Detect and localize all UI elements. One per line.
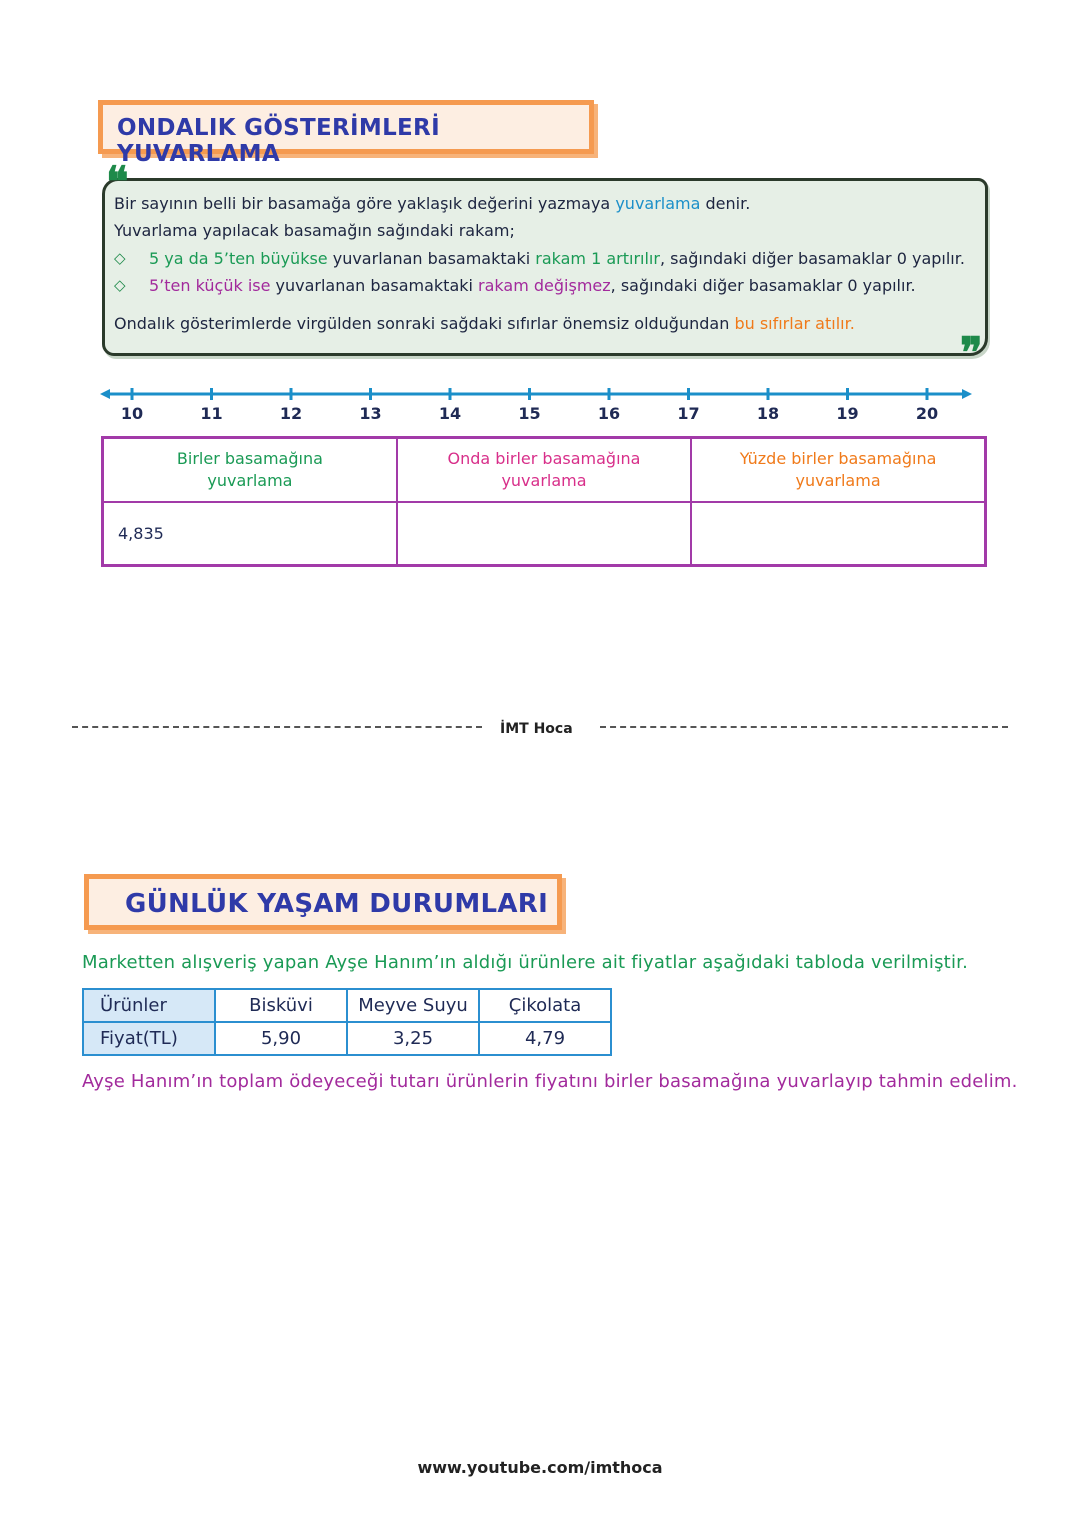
product-name: Meyve Suyu <box>347 989 479 1022</box>
diamond-bullet-icon: ◇ <box>114 276 126 294</box>
definition-text: Bir sayının belli bir basamağa göre yaklaşık değerini yazmaya <box>114 194 616 213</box>
number-line-tick-label: 19 <box>836 404 859 423</box>
note-emphasis: bu sıfırlar atılır. <box>734 314 855 333</box>
section-title-text: ONDALIK GÖSTERİMLERİ YUVARLAMA <box>117 115 440 167</box>
header-line: yuvarlama <box>795 470 881 490</box>
note-text: Ondalık gösterimlerde virgülden sonraki sağdaki sıfırlar önemsiz olduğundan <box>114 314 735 333</box>
number-line-tick-label: 10 <box>120 404 144 423</box>
rule-condition: 5’ten küçük ise <box>149 276 271 295</box>
number-line-tick-label: 18 <box>756 404 780 423</box>
cell-value: 4,835 <box>103 502 397 566</box>
dashed-divider <box>600 726 1008 728</box>
rule-text: yuvarlanan basamaktaki <box>327 249 536 268</box>
row-header: Ürünler <box>83 989 215 1022</box>
arrow-right-icon <box>962 389 972 399</box>
section-title-rounding <box>98 100 594 167</box>
rule-intro-line: Yuvarlama yapılacak basamağın sağındaki rakam; <box>114 221 515 240</box>
section-title-text: GÜNLÜK YAŞAM DURUMLARI <box>125 889 549 919</box>
answer-cell[interactable] <box>691 502 985 566</box>
rule-action: rakam 1 artırılır <box>535 249 660 268</box>
section-title-daily-life <box>84 874 562 930</box>
answer-cell[interactable] <box>397 502 691 566</box>
row-header: Fiyat(TL) <box>83 1022 215 1055</box>
definition-line <box>114 194 750 213</box>
rule-text: yuvarlanan basamaktaki <box>270 276 479 295</box>
header-tenths <box>397 438 691 502</box>
number-line-tick-label: 16 <box>597 404 621 423</box>
rule-action: rakam değişmez <box>478 276 611 295</box>
header-line: yuvarlama <box>501 470 587 490</box>
arrow-left-icon <box>100 389 110 399</box>
table-row <box>83 989 611 1022</box>
product-price: 5,90 <box>215 1022 347 1055</box>
quote-close-icon: ❞ <box>960 328 983 377</box>
quote-open-icon: ❝ <box>106 157 129 206</box>
dashed-divider <box>72 726 482 728</box>
table-row <box>103 502 986 566</box>
definition-text-end: denir. <box>700 194 751 213</box>
rule-round-down <box>149 276 916 295</box>
problem-question: Ayşe Hanım’ın toplam ödeyeceği tutarı ürünlerin fiyatını birler basamağına yuvarlayıp tahmin edelim. <box>82 1071 1018 1092</box>
rule-text-end: , sağındaki diğer basamaklar 0 yapılır. <box>610 276 916 295</box>
product-price: 4,79 <box>479 1022 611 1055</box>
footer-url: www.youtube.com/imthoca <box>417 1458 663 1477</box>
number-line-tick-label: 17 <box>677 404 700 423</box>
number-line <box>100 384 975 404</box>
product-name: Bisküvi <box>215 989 347 1022</box>
rounding-table <box>101 436 987 567</box>
header-line: Yüzde birler basamağına <box>739 448 937 468</box>
rule-condition: 5 ya da 5’ten büyükse <box>149 249 328 268</box>
header-line: Birler basamağına <box>176 448 323 468</box>
number-line-tick-label: 20 <box>915 404 939 423</box>
number-line-tick-label: 11 <box>200 404 223 423</box>
rule-round-up <box>149 249 965 268</box>
table-header-row <box>103 438 986 502</box>
rule-text-end: , sağındaki diğer basamaklar 0 yapılır. <box>659 249 965 268</box>
number-line-tick-label: 12 <box>279 404 303 423</box>
table-row <box>83 1022 611 1055</box>
header-line: Onda birler basamağına <box>447 448 641 468</box>
number-line-tick-label: 13 <box>359 404 382 423</box>
header-hundredths <box>691 438 985 502</box>
price-table <box>82 988 612 1056</box>
product-price: 3,25 <box>347 1022 479 1055</box>
definition-term: yuvarlama <box>615 194 701 213</box>
diamond-bullet-icon: ◇ <box>114 249 126 267</box>
problem-intro: Marketten alışveriş yapan Ayşe Hanım’ın aldığı ürünlere ait fiyatlar aşağıdaki tabloda verilmiştir. <box>82 952 969 973</box>
number-line-tick-label: 14 <box>438 404 462 423</box>
product-name: Çikolata <box>479 989 611 1022</box>
number-line-tick-label: 15 <box>518 404 541 423</box>
header-line: yuvarlama <box>207 470 293 490</box>
divider-label: İMT Hoca <box>500 721 573 737</box>
header-ones <box>103 438 397 502</box>
trailing-zeros-note <box>114 314 855 333</box>
